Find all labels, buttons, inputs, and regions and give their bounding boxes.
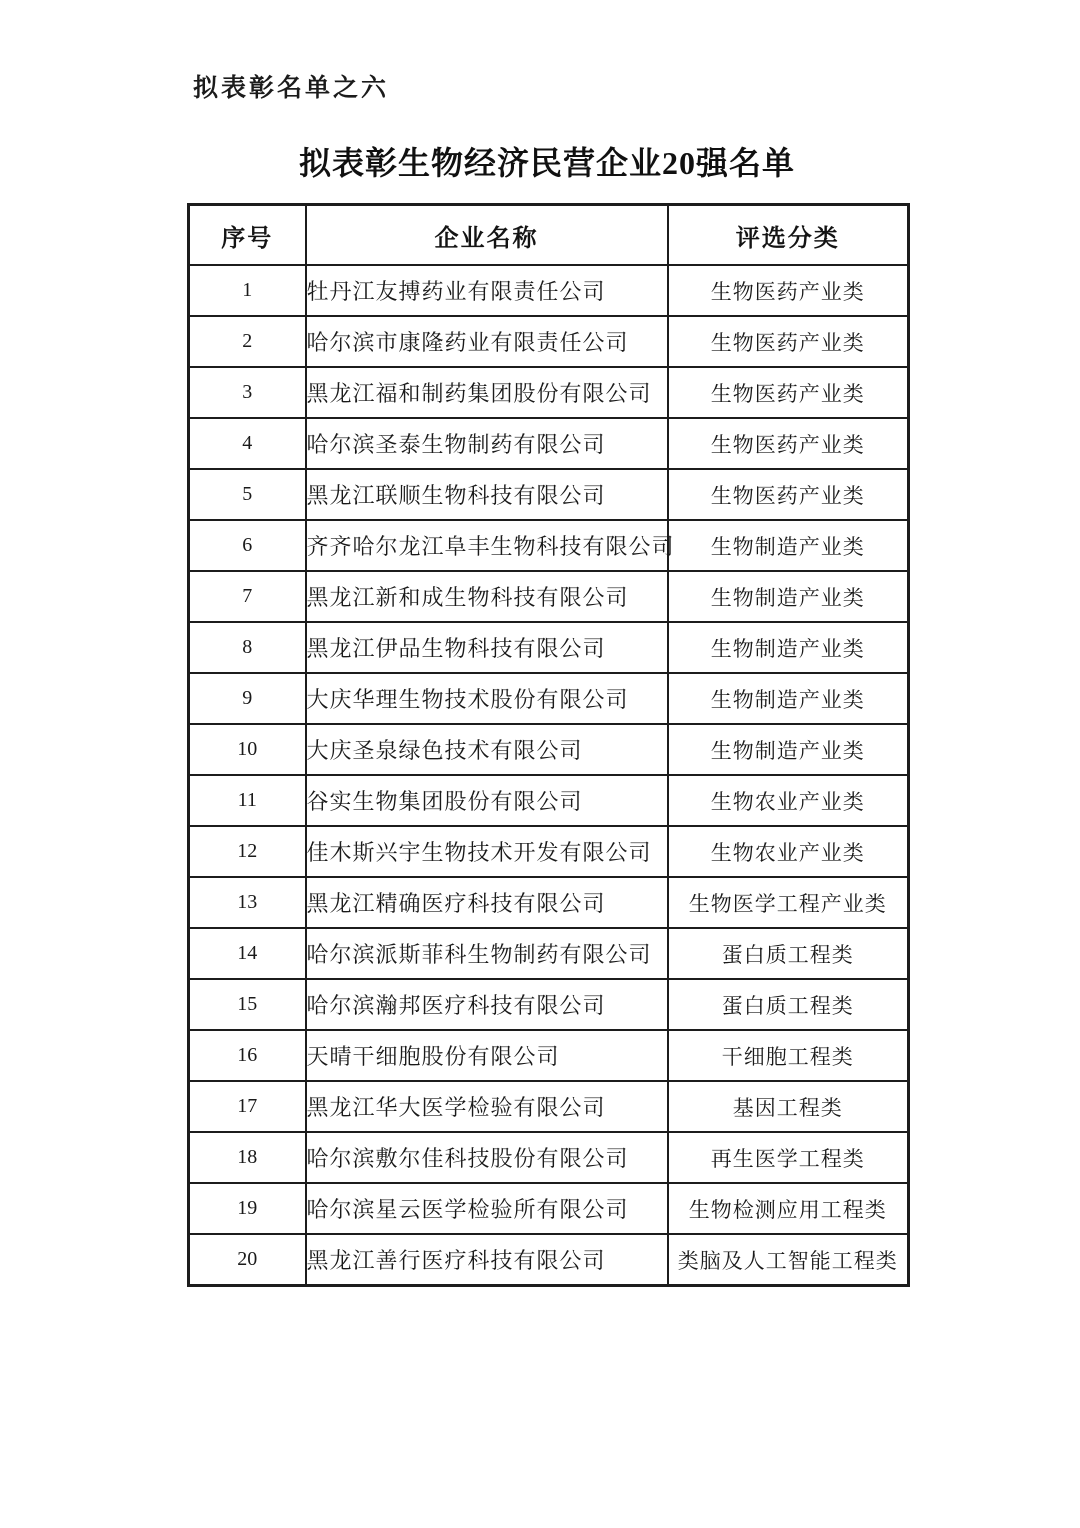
row-company: 齐齐哈尔龙江阜丰生物科技有限公司 bbox=[306, 520, 668, 571]
row-company: 哈尔滨市康隆药业有限责任公司 bbox=[306, 316, 668, 367]
row-no: 19 bbox=[189, 1183, 306, 1234]
row-no: 13 bbox=[189, 877, 306, 928]
table-header bbox=[189, 205, 909, 266]
row-no: 7 bbox=[189, 571, 306, 622]
table-row bbox=[189, 673, 909, 724]
table-row bbox=[189, 367, 909, 418]
row-no: 16 bbox=[189, 1030, 306, 1081]
row-category: 生物农业产业类 bbox=[668, 775, 909, 826]
page-title: 拟表彰生物经济民营企业20强名单 bbox=[298, 145, 795, 181]
row-category: 蛋白质工程类 bbox=[668, 979, 909, 1030]
row-company: 牡丹江友搏药业有限责任公司 bbox=[306, 265, 668, 316]
row-company: 谷实生物集团股份有限公司 bbox=[306, 775, 668, 826]
row-no: 20 bbox=[189, 1234, 306, 1286]
table-row bbox=[189, 1183, 909, 1234]
row-no: 3 bbox=[189, 367, 306, 418]
row-no: 8 bbox=[189, 622, 306, 673]
row-category: 类脑及人工智能工程类 bbox=[668, 1234, 909, 1286]
row-company: 天晴干细胞股份有限公司 bbox=[306, 1030, 668, 1081]
table-row bbox=[189, 418, 909, 469]
row-no: 12 bbox=[189, 826, 306, 877]
row-category: 生物医药产业类 bbox=[668, 316, 909, 367]
row-no: 15 bbox=[189, 979, 306, 1030]
row-category: 生物检测应用工程类 bbox=[668, 1183, 909, 1234]
header-row bbox=[189, 205, 909, 266]
header-no: 序号 bbox=[189, 205, 306, 266]
row-company: 黑龙江善行医疗科技有限公司 bbox=[306, 1234, 668, 1286]
row-company: 哈尔滨圣泰生物制药有限公司 bbox=[306, 418, 668, 469]
row-no: 18 bbox=[189, 1132, 306, 1183]
row-no: 5 bbox=[189, 469, 306, 520]
table-row bbox=[189, 265, 909, 316]
row-category: 生物制造产业类 bbox=[668, 622, 909, 673]
table-row bbox=[189, 979, 909, 1030]
row-company: 哈尔滨瀚邦医疗科技有限公司 bbox=[306, 979, 668, 1030]
row-category: 生物医学工程产业类 bbox=[668, 877, 909, 928]
header-company: 企业名称 bbox=[306, 205, 668, 266]
row-category: 生物医药产业类 bbox=[668, 367, 909, 418]
row-company: 黑龙江联顺生物科技有限公司 bbox=[306, 469, 668, 520]
row-company: 佳木斯兴宇生物技术开发有限公司 bbox=[306, 826, 668, 877]
table-row bbox=[189, 622, 909, 673]
row-no: 4 bbox=[189, 418, 306, 469]
table-row bbox=[189, 877, 909, 928]
row-category: 生物制造产业类 bbox=[668, 724, 909, 775]
row-no: 14 bbox=[189, 928, 306, 979]
row-category: 生物农业产业类 bbox=[668, 826, 909, 877]
row-company: 大庆华理生物技术股份有限公司 bbox=[306, 673, 668, 724]
row-company: 黑龙江新和成生物科技有限公司 bbox=[306, 571, 668, 622]
row-no: 6 bbox=[189, 520, 306, 571]
row-category: 生物医药产业类 bbox=[668, 469, 909, 520]
row-category: 再生医学工程类 bbox=[668, 1132, 909, 1183]
table-row bbox=[189, 1234, 909, 1286]
row-no: 10 bbox=[189, 724, 306, 775]
row-company: 哈尔滨星云医学检验所有限公司 bbox=[306, 1183, 668, 1234]
table-row bbox=[189, 928, 909, 979]
row-company: 哈尔滨派斯菲科生物制药有限公司 bbox=[306, 928, 668, 979]
row-company: 黑龙江华大医学检验有限公司 bbox=[306, 1081, 668, 1132]
row-category: 生物制造产业类 bbox=[668, 673, 909, 724]
table-body bbox=[189, 265, 909, 1286]
row-category: 蛋白质工程类 bbox=[668, 928, 909, 979]
table-row bbox=[189, 316, 909, 367]
row-category: 生物医药产业类 bbox=[668, 418, 909, 469]
row-no: 9 bbox=[189, 673, 306, 724]
table-row bbox=[189, 1081, 909, 1132]
table-row bbox=[189, 571, 909, 622]
row-company: 黑龙江福和制药集团股份有限公司 bbox=[306, 367, 668, 418]
header-category: 评选分类 bbox=[668, 205, 909, 266]
table-row bbox=[189, 520, 909, 571]
table-row bbox=[189, 1132, 909, 1183]
row-no: 17 bbox=[189, 1081, 306, 1132]
row-category: 生物制造产业类 bbox=[668, 520, 909, 571]
companies-table bbox=[187, 203, 910, 1287]
table-row bbox=[189, 469, 909, 520]
row-company: 大庆圣泉绿色技术有限公司 bbox=[306, 724, 668, 775]
row-no: 1 bbox=[189, 265, 306, 316]
row-category: 生物医药产业类 bbox=[668, 265, 909, 316]
table-row bbox=[189, 775, 909, 826]
row-no: 2 bbox=[189, 316, 306, 367]
table-row bbox=[189, 724, 909, 775]
row-company: 黑龙江伊品生物科技有限公司 bbox=[306, 622, 668, 673]
row-company: 黑龙江精确医疗科技有限公司 bbox=[306, 877, 668, 928]
corner-label: 拟表彰名单之六 bbox=[193, 74, 390, 102]
row-category: 基因工程类 bbox=[668, 1081, 909, 1132]
table-row bbox=[189, 826, 909, 877]
table-row bbox=[189, 1030, 909, 1081]
row-no: 11 bbox=[189, 775, 306, 826]
row-category: 干细胞工程类 bbox=[668, 1030, 909, 1081]
row-category: 生物制造产业类 bbox=[668, 571, 909, 622]
row-company: 哈尔滨敷尔佳科技股份有限公司 bbox=[306, 1132, 668, 1183]
